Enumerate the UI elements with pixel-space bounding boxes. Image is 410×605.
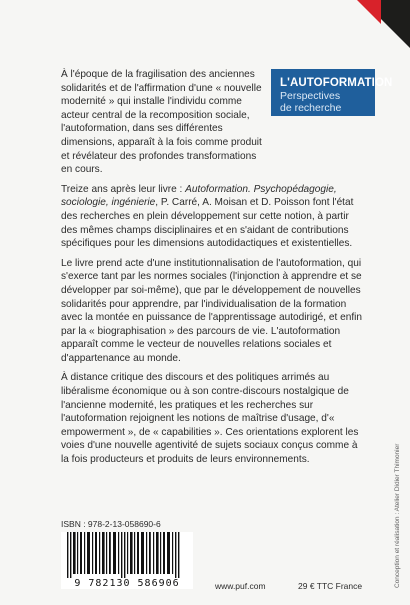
barcode-bars: [61, 532, 193, 578]
paragraph-2: [61, 183, 366, 251]
paragraph-1: À l'époque de la fragilisation des anciennes solidarités et de l'affirmation d'une « nouvelle modernité » qui installe l'individu comme acteur central de la recomposition sociale, l'autoformation, dans ses différentes dimensions, apparaît à la fois comme produit et révélateur des profondes transformations en cours.: [61, 69, 262, 176]
isbn: ISBN : 978-2-13-058690-6: [61, 519, 161, 529]
series-subtitle-line1: Perspectives: [280, 90, 341, 102]
series-title: L'AUTOFORMATION: [280, 77, 393, 89]
paragraph-2-rest: Poisson font l'état des recherches en plein développement sur cette notion, à partir des mêmes champs disciplinaires et en s'aidant de contributions spécifiques pour les dimensions autodidactiques et existentielles.: [61, 197, 354, 250]
series-subtitle-line2: de recherche: [280, 102, 342, 114]
blurb: [61, 68, 366, 473]
barcode-digits: 9 782130 586906: [61, 578, 193, 589]
paragraph-3: Le livre prend acte d'une institutionnalisation de l'autoformation, qui s'exerce tant par les normes sociales (l'injonction à apprendre et se développer par soi-même), que par le développement de nouvelles solidarités pour apprendre, par l'individualisation de la formation avec la montée en puissance de l'apprentissage autodirigé, et enfin par la « biographisation » des parcours de vie. L'autoformation apparaît comme le vecteur de nouvelles relations sociales et d'appartenance au monde.: [61, 257, 363, 364]
paragraph-4: À distance critique des discours et des politiques arrimés au libéralisme économique ou à son contre-discours nostalgique de l'ancienne modernité, les pratiques et les recherches sur l'autoformation rejoignent les notions de maîtrise d'usage, d'« empowerment », de « capabilities ». Ces orientations explorent les voies d'une nouvelle agentivité de sujets sociaux conçus comme à la fois producteurs et produits de leurs environnements.: [61, 372, 359, 466]
paragraph-2-intro: Treize ans après leur livre :: [61, 183, 186, 195]
price: 29 € TTC France: [298, 581, 363, 591]
design-credit: Conception et réalisation : Atelier Didier Thimonier: [394, 443, 401, 588]
publisher-website: www.puf.com: [215, 581, 266, 591]
red-corner-decoration: [357, 0, 381, 24]
book-title: Autoformation. Psychopédagogie, sociologie, ingénierie: [61, 183, 337, 209]
paragraph-2-authors: , P. Carré, A. Moisan et D.: [155, 197, 272, 209]
